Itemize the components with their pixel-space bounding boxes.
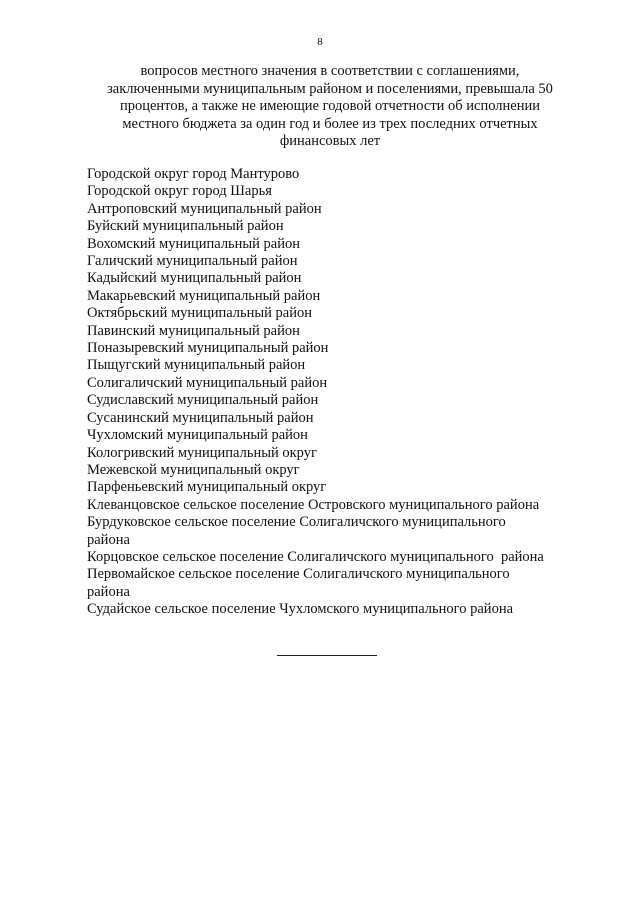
list-item: Вохомский муниципальный район	[87, 235, 301, 252]
heading-line: процентов, а также не имеющие годовой отчетности об исполнении	[119, 98, 541, 115]
list-item: Кадыйский муниципальный район	[87, 270, 302, 287]
list-item: Первомайское сельское поселение Солигаличского муниципального района	[87, 566, 510, 600]
section-heading	[60, 63, 600, 151]
list-item: Городской округ город Шарья	[87, 183, 272, 200]
list-item: Галичский муниципальный район	[87, 253, 298, 270]
municipality-list	[87, 166, 607, 619]
list-item: Клеванцовское сельское поселение Островского муниципального района	[87, 496, 540, 513]
list-item: Октябрьский муниципальный район	[87, 305, 312, 322]
list-item: Поназыревский муниципальный район	[87, 340, 329, 357]
list-item: Солигаличский муниципальный район	[87, 374, 328, 391]
list-item: Кологривский муниципальный округ	[87, 444, 317, 461]
heading-line: вопросов местного значения в соответствии с соглашениями,	[140, 63, 520, 79]
end-of-document-rule	[277, 655, 377, 656]
heading-line: местного бюджета за один год и более из трех последних отчетных	[122, 115, 538, 132]
list-item: Бурдуковское сельское поселение Солигаличского муниципального района	[87, 514, 506, 548]
list-item: Корцовское сельское поселение Солигаличского муниципального района	[87, 548, 544, 565]
list-item: Макарьевский муниципальный район	[87, 287, 321, 304]
heading-line: заключенными муниципальным районом и поселениями, превышала 50	[107, 80, 553, 97]
list-item: Павинский муниципальный район	[87, 322, 300, 339]
list-item: Городской округ город Мантурово	[87, 166, 300, 182]
list-item: Межевской муниципальный округ	[87, 461, 300, 478]
list-item: Чухломский муниципальный район	[87, 427, 308, 444]
page-number: 8	[317, 36, 323, 48]
list-item: Судайское сельское поселение Чухломского муниципального района	[87, 601, 514, 618]
list-item: Судиславский муниципальный район	[87, 392, 319, 409]
list-item: Пыщугский муниципальный район	[87, 357, 306, 374]
list-item: Парфеньевский муниципальный округ	[87, 479, 327, 496]
list-item: Сусанинский муниципальный район	[87, 409, 314, 426]
list-item: Буйский муниципальный район	[87, 218, 284, 235]
heading-line: финансовых лет	[279, 133, 381, 150]
list-item: Антроповский муниципальный район	[87, 200, 322, 217]
